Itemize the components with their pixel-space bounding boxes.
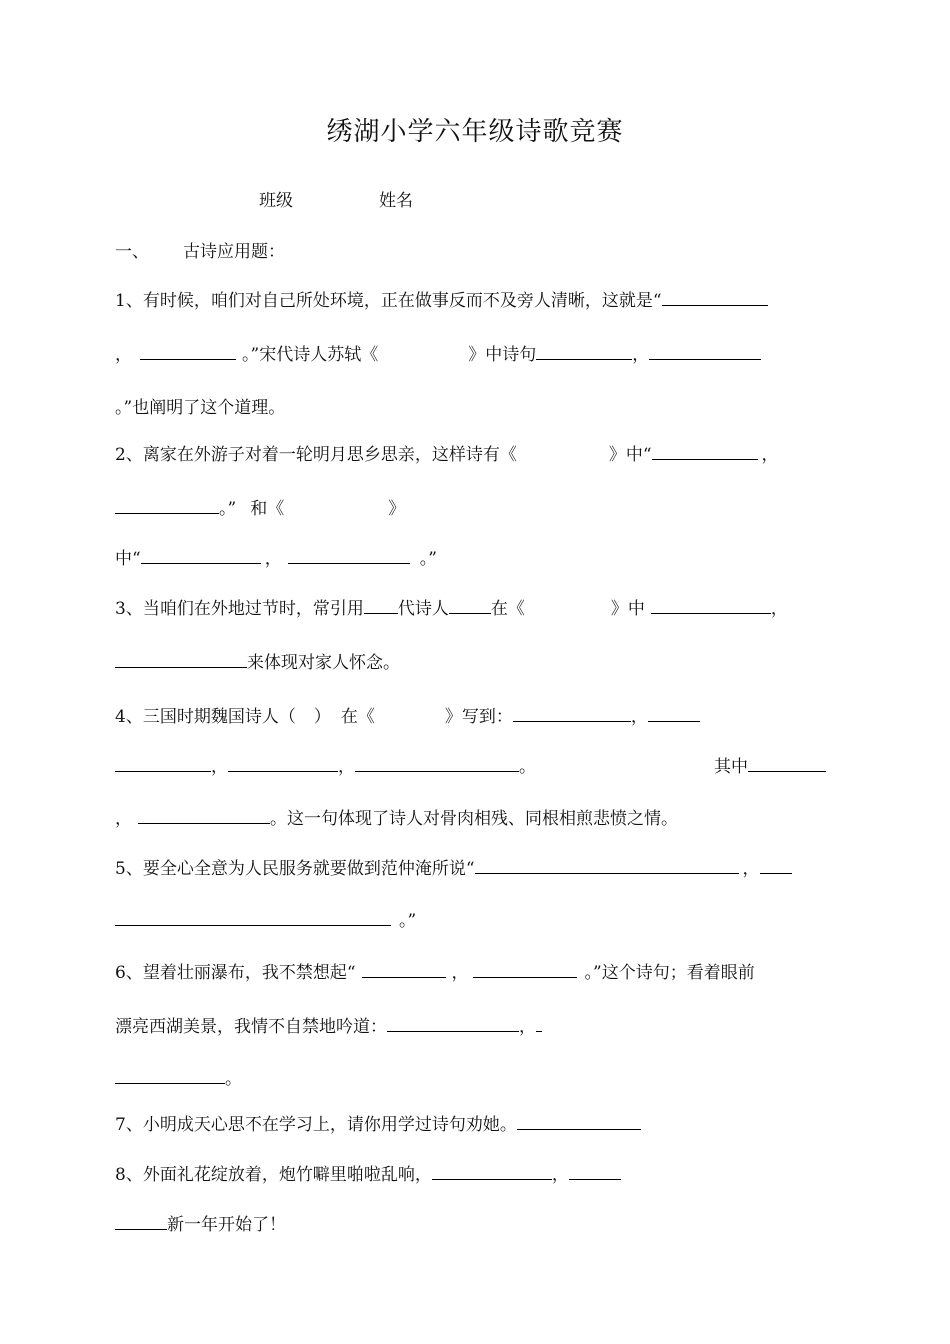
question-5-line-2 xyxy=(115,909,416,932)
q2-text: 》中“ xyxy=(608,445,652,465)
q4-text: 。这一句体现了诗人对骨肉相残、同根相煎悲愤之情。 xyxy=(270,809,678,829)
q3-text: 代诗人 xyxy=(397,599,449,619)
answer-blank[interactable] xyxy=(432,1163,552,1180)
q4-text: 》写到： xyxy=(444,707,513,727)
q4-text: ， xyxy=(211,757,228,777)
question-2-line-1 xyxy=(115,443,779,466)
answer-blank[interactable] xyxy=(652,443,758,460)
answer-blank[interactable] xyxy=(536,1015,542,1032)
answer-blank[interactable] xyxy=(115,1213,167,1230)
q4-text: 其中 xyxy=(714,757,748,777)
q7-text: 7、小明成天心思不在学习上，请你用学过诗句劝她。 xyxy=(115,1115,517,1135)
q6-text: 6、望着壮丽瀑布，我不禁想起“ xyxy=(115,963,356,983)
q4-text: ， xyxy=(338,757,355,777)
answer-blank[interactable] xyxy=(138,807,270,824)
q1-text: 。”也阐明了这个道理。 xyxy=(115,398,286,418)
q3-text: 3、当咱们在外地过节时，常引用 xyxy=(115,599,364,619)
q5-text: 5、要全心全意为人民服务就要做到范仲淹所说“ xyxy=(115,859,475,879)
answer-blank[interactable] xyxy=(648,705,700,722)
q1-text: ， xyxy=(115,345,132,365)
question-1-line-1 xyxy=(115,289,768,312)
answer-blank[interactable] xyxy=(536,343,632,360)
q1-text: 》中诗句 xyxy=(468,345,537,365)
answer-blank[interactable] xyxy=(513,705,631,722)
answer-blank[interactable] xyxy=(115,909,391,926)
q3-text: ， xyxy=(770,599,788,619)
q2-text: 中“ xyxy=(115,549,141,569)
q1-text: 1、有时候，咱们对自己所处环境，正在做事反而不及旁人清晰，这就是“ xyxy=(115,291,662,311)
answer-blank[interactable] xyxy=(569,1163,621,1180)
q5-text: 。” xyxy=(399,911,417,931)
section-number: 一、 xyxy=(115,242,149,262)
q3-text: 》中 xyxy=(610,599,645,619)
question-8-line-2 xyxy=(115,1213,286,1236)
q2-text: 。” xyxy=(219,499,237,519)
answer-blank[interactable] xyxy=(475,857,739,874)
question-6-line-3 xyxy=(115,1067,242,1090)
answer-blank[interactable] xyxy=(115,497,219,514)
answer-blank[interactable] xyxy=(115,651,247,668)
question-5-line-1 xyxy=(115,857,792,880)
q1-text: ， xyxy=(632,345,650,365)
q1-text: 。”宋代诗人苏轼《 xyxy=(242,345,379,365)
question-1-line-2 xyxy=(115,343,761,366)
question-4-line-3 xyxy=(115,807,678,830)
q6-text: 。”这个诗句；看着眼前 xyxy=(584,963,755,983)
question-2-line-3 xyxy=(115,547,437,570)
question-4-line-1 xyxy=(115,705,700,728)
q4-text: ） xyxy=(313,707,331,727)
answer-blank[interactable] xyxy=(760,857,792,874)
q6-text: 漂亮西湖美景，我情不自禁地吟道： xyxy=(115,1017,387,1037)
q6-text: 。 xyxy=(225,1069,242,1089)
q2-text: 。” xyxy=(419,549,437,569)
q4-text: 在《 xyxy=(340,707,375,727)
class-label: 班级 xyxy=(259,191,293,211)
question-2-line-2 xyxy=(115,497,405,520)
q4-text: 4、三国时期魏国诗人（ xyxy=(115,707,296,727)
q3-text: 在《 xyxy=(490,599,525,619)
q8-text: ， xyxy=(551,1165,569,1185)
page-title: 绣湖小学六年级诗歌竞赛 xyxy=(326,117,624,147)
question-8-line-1 xyxy=(115,1163,621,1186)
q4-text: 。 xyxy=(519,757,536,777)
q2-text: ， xyxy=(264,549,282,569)
q8-text: 新一年开始了！ xyxy=(167,1215,286,1235)
answer-blank[interactable] xyxy=(115,1067,225,1084)
answer-blank[interactable] xyxy=(115,755,211,772)
answer-blank[interactable] xyxy=(649,343,761,360)
answer-blank[interactable] xyxy=(362,961,446,978)
answer-blank[interactable] xyxy=(473,961,577,978)
q4-text: ， xyxy=(115,809,132,829)
answer-blank[interactable] xyxy=(288,547,410,564)
question-7-line-1 xyxy=(115,1113,641,1136)
q2-text: 和《 xyxy=(250,499,285,519)
q3-text: 来体现对家人怀念。 xyxy=(247,653,400,673)
section-heading: 古诗应用题： xyxy=(183,242,285,262)
answer-blank[interactable] xyxy=(364,597,398,614)
question-6-line-2 xyxy=(115,1015,542,1038)
answer-blank[interactable] xyxy=(662,289,768,306)
name-label: 姓名 xyxy=(379,191,413,211)
answer-blank[interactable] xyxy=(748,755,826,772)
answer-blank[interactable] xyxy=(651,597,771,614)
q4-text: ， xyxy=(630,707,648,727)
q2-text: ， xyxy=(761,445,779,465)
answer-blank[interactable] xyxy=(141,547,261,564)
answer-blank[interactable] xyxy=(228,755,338,772)
question-3-line-2 xyxy=(115,651,400,674)
q6-text: ， xyxy=(519,1017,536,1037)
q8-text: 8、外面礼花绽放着，炮竹噼里啪啦乱响， xyxy=(115,1165,432,1185)
answer-blank[interactable] xyxy=(355,755,519,772)
answer-blank[interactable] xyxy=(140,343,236,360)
answer-blank[interactable] xyxy=(449,597,491,614)
q2-text: 2、离家在外游子对着一轮明月思乡思亲，这样诗有《 xyxy=(115,445,517,465)
q6-text: ， xyxy=(451,963,469,983)
q2-text: 》 xyxy=(388,499,406,519)
answer-blank[interactable] xyxy=(517,1113,641,1130)
question-1-line-3 xyxy=(115,397,285,419)
q5-text: ， xyxy=(742,859,760,879)
question-6-line-1 xyxy=(115,961,755,984)
question-4-line-2 xyxy=(115,755,845,778)
question-3-line-1 xyxy=(115,597,788,620)
answer-blank[interactable] xyxy=(387,1015,519,1032)
